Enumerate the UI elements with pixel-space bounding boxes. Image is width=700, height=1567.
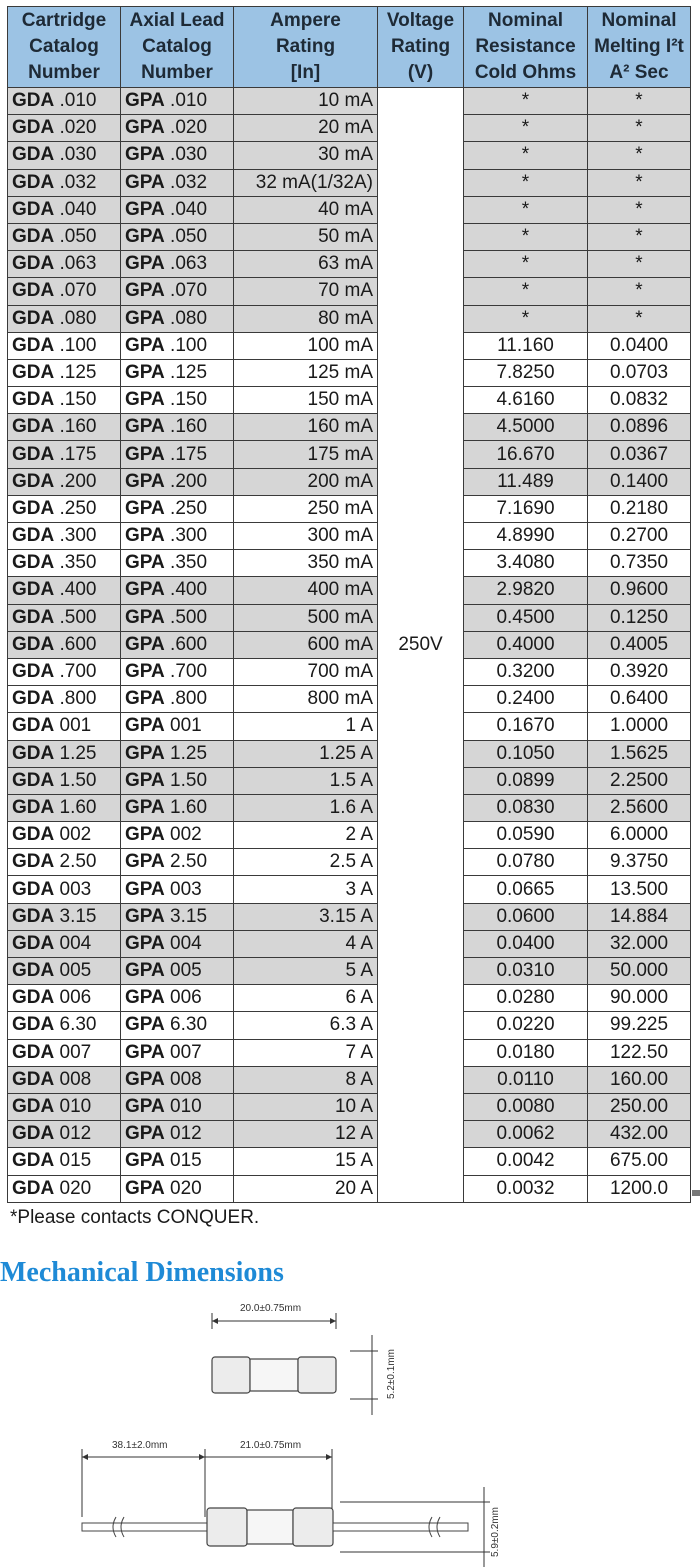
dimension-drawings — [0, 1295, 700, 1567]
ampere-rating: 30 mA — [234, 142, 378, 169]
cold-resistance: 0.4000 — [464, 631, 588, 658]
axial-number: GPA .400 — [121, 577, 234, 604]
melting-i2t: 0.0896 — [588, 414, 691, 441]
axial-number: GPA .050 — [121, 223, 234, 250]
melting-i2t: 675.00 — [588, 1148, 691, 1175]
table-row — [8, 196, 691, 223]
header-melting: Nominal Melting I²t A² Sec — [588, 7, 691, 88]
table-row — [8, 903, 691, 930]
ampere-rating: 70 mA — [234, 278, 378, 305]
fuse-spec-table — [7, 6, 691, 1203]
cartridge-number: GDA 008 — [8, 1066, 121, 1093]
table-row — [8, 577, 691, 604]
ampere-rating: 250 mA — [234, 495, 378, 522]
axial-number: GPA 3.15 — [121, 903, 234, 930]
melting-i2t: 2.2500 — [588, 767, 691, 794]
header-cartridge: Cartridge Catalog Number — [8, 7, 121, 88]
melting-i2t: 0.0367 — [588, 441, 691, 468]
cartridge-number: GDA .175 — [8, 441, 121, 468]
axial-body-length-label: 21.0±0.75mm — [240, 1440, 302, 1451]
axial-number: GPA .100 — [121, 332, 234, 359]
header-resistance: Nominal Resistance Cold Ohms — [464, 7, 588, 88]
cold-resistance: 0.0310 — [464, 958, 588, 985]
table-row — [8, 495, 691, 522]
cartridge-number: GDA .080 — [8, 305, 121, 332]
cold-resistance: 0.0665 — [464, 876, 588, 903]
axial-number: GPA 004 — [121, 930, 234, 957]
cartridge-number: GDA 002 — [8, 822, 121, 849]
axial-number: GPA 6.30 — [121, 1012, 234, 1039]
cartridge-number: GDA .500 — [8, 604, 121, 631]
cold-resistance: * — [464, 305, 588, 332]
cartridge-number: GDA 004 — [8, 930, 121, 957]
cartridge-number: GDA 1.50 — [8, 767, 121, 794]
cold-resistance: 0.2400 — [464, 686, 588, 713]
header-ampere: Ampere Rating [In] — [234, 7, 378, 88]
cartridge-number: GDA .125 — [8, 359, 121, 386]
melting-i2t: * — [588, 88, 691, 115]
cold-resistance: * — [464, 88, 588, 115]
cold-resistance: 16.670 — [464, 441, 588, 468]
cartridge-number: GDA .350 — [8, 550, 121, 577]
ampere-rating: 10 mA — [234, 88, 378, 115]
cartridge-number: GDA 3.15 — [8, 903, 121, 930]
ampere-rating: 1.5 A — [234, 767, 378, 794]
table-row — [8, 794, 691, 821]
axial-number: GPA .010 — [121, 88, 234, 115]
cartridge-number: GDA .030 — [8, 142, 121, 169]
melting-i2t: 99.225 — [588, 1012, 691, 1039]
axial-number: GPA .032 — [121, 169, 234, 196]
ampere-rating: 7 A — [234, 1039, 378, 1066]
table-row — [8, 332, 691, 359]
ampere-rating: 50 mA — [234, 223, 378, 250]
melting-i2t: * — [588, 169, 691, 196]
cartridge-number: GDA 001 — [8, 713, 121, 740]
ampere-rating: 125 mA — [234, 359, 378, 386]
melting-i2t: 0.0832 — [588, 387, 691, 414]
axial-number: GPA .350 — [121, 550, 234, 577]
table-row — [8, 414, 691, 441]
cartridge-number: GDA .100 — [8, 332, 121, 359]
table-row — [8, 822, 691, 849]
melting-i2t: * — [588, 223, 691, 250]
ampere-rating: 12 A — [234, 1121, 378, 1148]
cartridge-number: GDA 003 — [8, 876, 121, 903]
axial-number: GPA .063 — [121, 251, 234, 278]
axial-number: GPA 2.50 — [121, 849, 234, 876]
axial-number: GPA .160 — [121, 414, 234, 441]
cold-resistance: 3.4080 — [464, 550, 588, 577]
cold-resistance: 0.0280 — [464, 985, 588, 1012]
axial-number: GPA 1.25 — [121, 740, 234, 767]
ampere-rating: 6 A — [234, 985, 378, 1012]
melting-i2t: 0.0400 — [588, 332, 691, 359]
ampere-rating: 8 A — [234, 1066, 378, 1093]
cold-resistance: 4.5000 — [464, 414, 588, 441]
contact-note: *Please contacts CONQUER. — [10, 1207, 260, 1228]
table-row — [8, 523, 691, 550]
table-row — [8, 604, 691, 631]
axial-number: GPA .700 — [121, 658, 234, 685]
melting-i2t: 122.50 — [588, 1039, 691, 1066]
cartridge-number: GDA 010 — [8, 1093, 121, 1120]
cold-resistance: 11.489 — [464, 468, 588, 495]
cartridge-number: GDA 006 — [8, 985, 121, 1012]
cartridge-number: GDA .040 — [8, 196, 121, 223]
melting-i2t: * — [588, 278, 691, 305]
melting-i2t: 0.6400 — [588, 686, 691, 713]
ampere-rating: 800 mA — [234, 686, 378, 713]
melting-i2t: 1.0000 — [588, 713, 691, 740]
ampere-rating: 3.15 A — [234, 903, 378, 930]
cold-resistance: 0.0220 — [464, 1012, 588, 1039]
axial-number: GPA 1.50 — [121, 767, 234, 794]
table-row — [8, 278, 691, 305]
ampere-rating: 6.3 A — [234, 1012, 378, 1039]
cartridge-number: GDA .032 — [8, 169, 121, 196]
table-body — [8, 88, 691, 1203]
melting-i2t: 50.000 — [588, 958, 691, 985]
ampere-rating: 2.5 A — [234, 849, 378, 876]
ampere-rating: 10 A — [234, 1093, 378, 1120]
table-row — [8, 686, 691, 713]
axial-number: GPA .020 — [121, 115, 234, 142]
cold-resistance: 0.0590 — [464, 822, 588, 849]
cold-resistance: * — [464, 251, 588, 278]
axial-number: GPA .070 — [121, 278, 234, 305]
melting-i2t: 1.5625 — [588, 740, 691, 767]
cartridge-number: GDA .160 — [8, 414, 121, 441]
table-row — [8, 849, 691, 876]
melting-i2t: 1200.0 — [588, 1175, 691, 1202]
cartridge-number: GDA .070 — [8, 278, 121, 305]
axial-number: GPA .300 — [121, 523, 234, 550]
ampere-rating: 32 mA(1/32A) — [234, 169, 378, 196]
melting-i2t: 0.3920 — [588, 658, 691, 685]
axial-diameter-label: 5.9±0.2mm — [490, 1507, 501, 1557]
melting-i2t: * — [588, 115, 691, 142]
axial-number: GPA .125 — [121, 359, 234, 386]
cold-resistance: * — [464, 196, 588, 223]
cold-resistance: 7.1690 — [464, 495, 588, 522]
header-axial: Axial Lead Catalog Number — [121, 7, 234, 88]
axial-number: GPA .250 — [121, 495, 234, 522]
axial-number: GPA .800 — [121, 686, 234, 713]
cartridge-number: GDA 015 — [8, 1148, 121, 1175]
cartridge-number: GDA 012 — [8, 1121, 121, 1148]
cold-resistance: 0.0780 — [464, 849, 588, 876]
melting-i2t: 6.0000 — [588, 822, 691, 849]
ampere-rating: 80 mA — [234, 305, 378, 332]
cold-resistance: * — [464, 223, 588, 250]
axial-number: GPA 012 — [121, 1121, 234, 1148]
cold-resistance: 0.1050 — [464, 740, 588, 767]
cartridge-number: GDA .400 — [8, 577, 121, 604]
melting-i2t: 13.500 — [588, 876, 691, 903]
cold-resistance: 0.3200 — [464, 658, 588, 685]
table-row — [8, 1175, 691, 1202]
ampere-rating: 350 mA — [234, 550, 378, 577]
melting-i2t: 9.3750 — [588, 849, 691, 876]
ampere-rating: 100 mA — [234, 332, 378, 359]
ampere-rating: 700 mA — [234, 658, 378, 685]
ampere-rating: 20 A — [234, 1175, 378, 1202]
ampere-rating: 40 mA — [234, 196, 378, 223]
cold-resistance: 0.0042 — [464, 1148, 588, 1175]
cold-resistance: 0.0400 — [464, 930, 588, 957]
table-row — [8, 387, 691, 414]
melting-i2t: 0.7350 — [588, 550, 691, 577]
table-row — [8, 930, 691, 957]
table-row — [8, 251, 691, 278]
cold-resistance: * — [464, 142, 588, 169]
axial-number: GPA 002 — [121, 822, 234, 849]
axial-number: GPA 1.60 — [121, 794, 234, 821]
cold-resistance: 0.0180 — [464, 1039, 588, 1066]
table-row — [8, 550, 691, 577]
table-row — [8, 305, 691, 332]
table-row — [8, 767, 691, 794]
ampere-rating: 1 A — [234, 713, 378, 740]
cold-resistance: 2.9820 — [464, 577, 588, 604]
melting-i2t: * — [588, 142, 691, 169]
edge-marker — [692, 1190, 700, 1196]
cartridge-fuse-drawing — [212, 1303, 397, 1415]
axial-number: GPA 020 — [121, 1175, 234, 1202]
melting-i2t: 32.000 — [588, 930, 691, 957]
cartridge-number: GDA 2.50 — [8, 849, 121, 876]
melting-i2t: 0.2180 — [588, 495, 691, 522]
ampere-rating: 500 mA — [234, 604, 378, 631]
melting-i2t: 2.5600 — [588, 794, 691, 821]
ampere-rating: 1.6 A — [234, 794, 378, 821]
cold-resistance: 0.1670 — [464, 713, 588, 740]
cartridge-number: GDA .600 — [8, 631, 121, 658]
melting-i2t: 0.4005 — [588, 631, 691, 658]
ampere-rating: 5 A — [234, 958, 378, 985]
cold-resistance: 0.0080 — [464, 1093, 588, 1120]
axial-number: GPA .040 — [121, 196, 234, 223]
table-row — [8, 985, 691, 1012]
melting-i2t: 90.000 — [588, 985, 691, 1012]
cartridge-number: GDA 1.25 — [8, 740, 121, 767]
cartridge-number: GDA .300 — [8, 523, 121, 550]
table-row — [8, 1066, 691, 1093]
cartridge-length-label: 20.0±0.75mm — [240, 1303, 302, 1314]
table-row — [8, 359, 691, 386]
table-row — [8, 876, 691, 903]
cartridge-number: GDA .700 — [8, 658, 121, 685]
cartridge-number: GDA .800 — [8, 686, 121, 713]
cold-resistance: 0.0110 — [464, 1066, 588, 1093]
cold-resistance: 0.0830 — [464, 794, 588, 821]
cartridge-number: GDA .250 — [8, 495, 121, 522]
cartridge-number: GDA 6.30 — [8, 1012, 121, 1039]
ampere-rating: 2 A — [234, 822, 378, 849]
cartridge-number: GDA 007 — [8, 1039, 121, 1066]
table-row — [8, 713, 691, 740]
cold-resistance: 0.0032 — [464, 1175, 588, 1202]
axial-number: GPA .030 — [121, 142, 234, 169]
table-row — [8, 88, 691, 115]
table-row — [8, 468, 691, 495]
melting-i2t: 250.00 — [588, 1093, 691, 1120]
ampere-rating: 63 mA — [234, 251, 378, 278]
melting-i2t: 0.0703 — [588, 359, 691, 386]
cold-resistance: 0.0899 — [464, 767, 588, 794]
ampere-rating: 200 mA — [234, 468, 378, 495]
header-voltage: Voltage Rating (V) — [378, 7, 464, 88]
cartridge-number: GDA .063 — [8, 251, 121, 278]
cold-resistance: * — [464, 169, 588, 196]
cold-resistance: 4.6160 — [464, 387, 588, 414]
axial-number: GPA .150 — [121, 387, 234, 414]
table-row — [8, 1093, 691, 1120]
melting-i2t: 14.884 — [588, 903, 691, 930]
melting-i2t: * — [588, 305, 691, 332]
axial-number: GPA .600 — [121, 631, 234, 658]
table-header-row — [8, 7, 691, 88]
cold-resistance: * — [464, 278, 588, 305]
axial-number: GPA 010 — [121, 1093, 234, 1120]
ampere-rating: 1.25 A — [234, 740, 378, 767]
axial-number: GPA 008 — [121, 1066, 234, 1093]
cold-resistance: 0.0062 — [464, 1121, 588, 1148]
cartridge-number: GDA .050 — [8, 223, 121, 250]
table-row — [8, 1012, 691, 1039]
ampere-rating: 600 mA — [234, 631, 378, 658]
melting-i2t: 0.1250 — [588, 604, 691, 631]
ampere-rating: 3 A — [234, 876, 378, 903]
axial-number: GPA 006 — [121, 985, 234, 1012]
table-row — [8, 1148, 691, 1175]
axial-number: GPA .200 — [121, 468, 234, 495]
axial-number: GPA 003 — [121, 876, 234, 903]
axial-number: GPA .500 — [121, 604, 234, 631]
ampere-rating: 20 mA — [234, 115, 378, 142]
melting-i2t: 0.1400 — [588, 468, 691, 495]
axial-number: GPA 007 — [121, 1039, 234, 1066]
axial-number: GPA 001 — [121, 713, 234, 740]
axial-number: GPA 015 — [121, 1148, 234, 1175]
melting-i2t: * — [588, 251, 691, 278]
ampere-rating: 150 mA — [234, 387, 378, 414]
table-row — [8, 115, 691, 142]
ampere-rating: 300 mA — [234, 523, 378, 550]
table-row — [8, 142, 691, 169]
ampere-rating: 160 mA — [234, 414, 378, 441]
cold-resistance: 0.4500 — [464, 604, 588, 631]
cartridge-number: GDA 1.60 — [8, 794, 121, 821]
ampere-rating: 4 A — [234, 930, 378, 957]
cold-resistance: 7.8250 — [464, 359, 588, 386]
voltage-rating: 250V — [378, 88, 464, 1203]
table-row — [8, 740, 691, 767]
cartridge-number: GDA 005 — [8, 958, 121, 985]
melting-i2t: 0.2700 — [588, 523, 691, 550]
cold-resistance: * — [464, 115, 588, 142]
cartridge-number: GDA .150 — [8, 387, 121, 414]
table-row — [8, 631, 691, 658]
cold-resistance: 0.0600 — [464, 903, 588, 930]
table-row — [8, 223, 691, 250]
cartridge-number: GDA .010 — [8, 88, 121, 115]
cold-resistance: 11.160 — [464, 332, 588, 359]
cartridge-diameter-label: 5.2±0.1mm — [386, 1349, 397, 1399]
axial-number: GPA .080 — [121, 305, 234, 332]
ampere-rating: 400 mA — [234, 577, 378, 604]
melting-i2t: 0.9600 — [588, 577, 691, 604]
axial-number: GPA 005 — [121, 958, 234, 985]
table-row — [8, 169, 691, 196]
axial-fuse-drawing — [82, 1440, 501, 1567]
melting-i2t: * — [588, 196, 691, 223]
cartridge-number: GDA .200 — [8, 468, 121, 495]
cold-resistance: 4.8990 — [464, 523, 588, 550]
axial-number: GPA .175 — [121, 441, 234, 468]
cartridge-number: GDA .020 — [8, 115, 121, 142]
table-row — [8, 1039, 691, 1066]
ampere-rating: 175 mA — [234, 441, 378, 468]
melting-i2t: 432.00 — [588, 1121, 691, 1148]
mechanical-dimensions-title: Mechanical Dimensions — [0, 1257, 284, 1288]
table-row — [8, 1121, 691, 1148]
table-row — [8, 958, 691, 985]
table-row — [8, 441, 691, 468]
ampere-rating: 15 A — [234, 1148, 378, 1175]
lead-length-label: 38.1±2.0mm — [112, 1440, 168, 1451]
melting-i2t: 160.00 — [588, 1066, 691, 1093]
cartridge-number: GDA 020 — [8, 1175, 121, 1202]
table-row — [8, 658, 691, 685]
